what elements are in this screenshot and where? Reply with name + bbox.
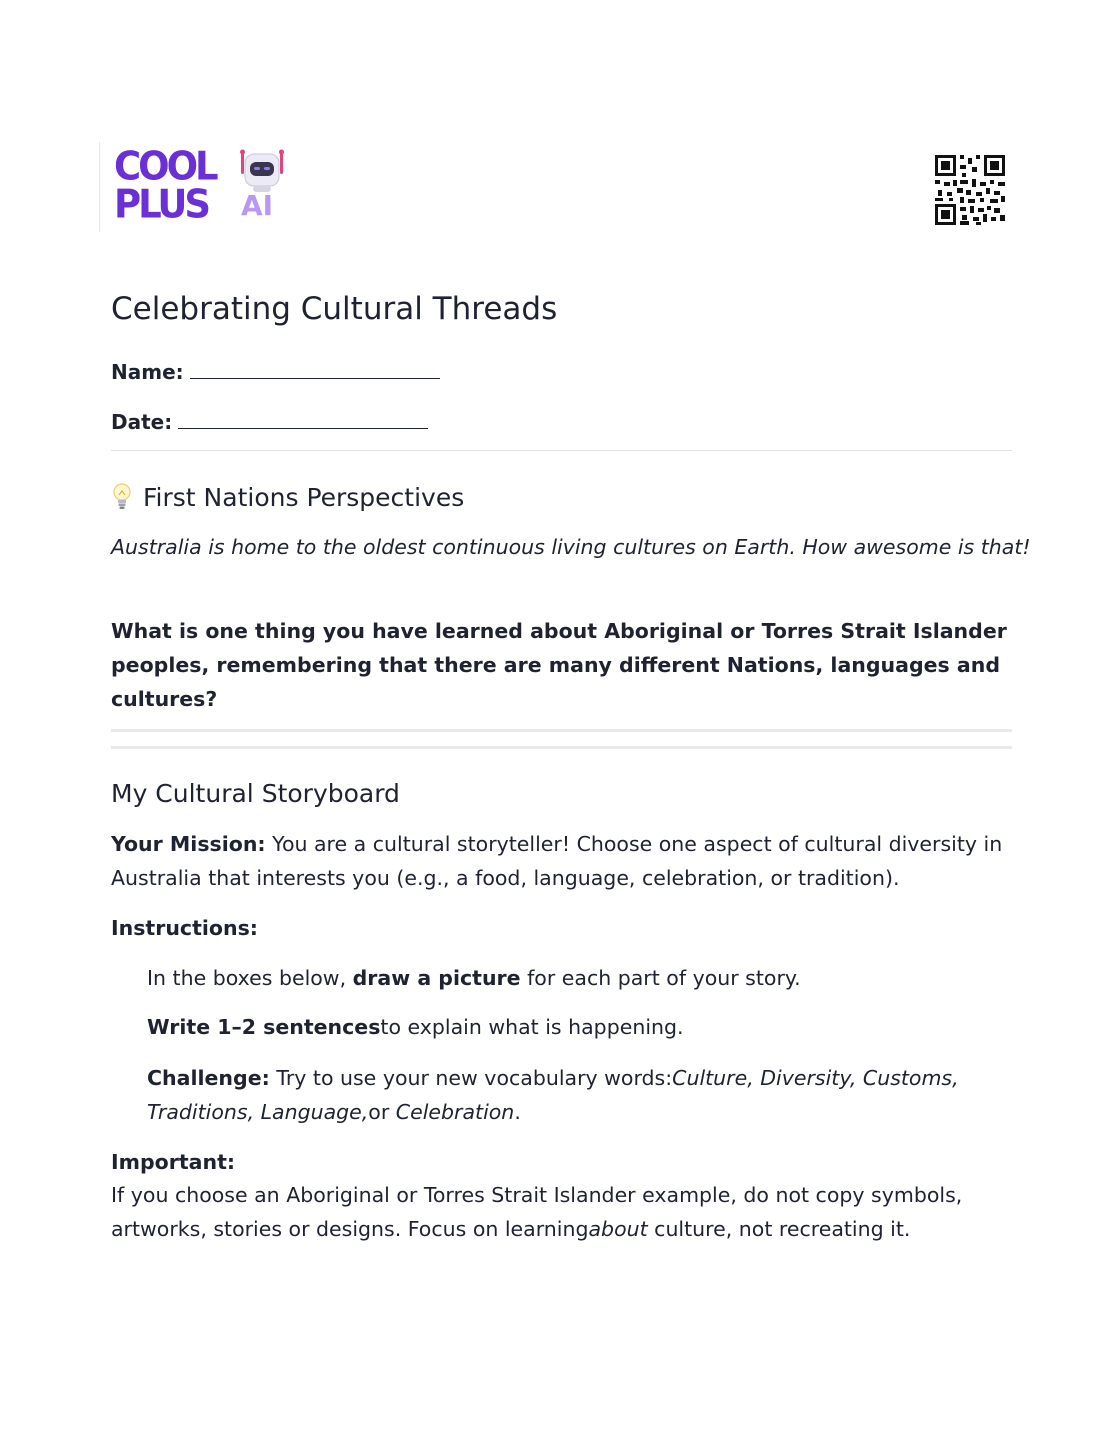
robot-icon [238,148,286,194]
mission-label: Your Mission: [111,832,266,856]
instructions-label: Instructions: [111,916,258,940]
reflection-question: What is one thing you have learned about Aboriginal or Torres Strait Islander peoples, remembering that there are many different Nations, languages and cultures? [111,619,1007,711]
answer-line[interactable] [111,729,1012,732]
intro-text: Australia is home to the oldest continuous living cultures on Earth. How awesome is that! [111,535,1031,559]
qr-code-icon [935,155,1005,225]
worksheet-title: Celebrating Cultural Threads [111,291,558,327]
important-text: culture, not recreating it. [647,1217,911,1241]
date-label: Date: [111,410,173,434]
important-note [111,1178,1031,1246]
instruction-step-write [147,1010,1027,1044]
step-text: to explain what is happening. [380,1015,684,1039]
name-field[interactable] [111,356,440,385]
challenge-text: or [368,1100,396,1124]
vocabulary-words: Culture, Diversity, Customs, Traditions, Language, [147,1066,959,1124]
mission-paragraph [111,827,1031,895]
challenge-text: . [514,1100,521,1124]
name-blank-line[interactable] [190,356,440,379]
section-heading-storyboard: My Cultural Storyboard [111,779,400,808]
mission-text: You are a cultural storyteller! Choose one aspect of cultural diversity in Australia that interests you (e.g., a food, language, celebration, or tradition). [111,832,1003,890]
date-blank-line[interactable] [178,406,428,429]
answer-line[interactable] [111,746,1012,749]
instruction-step-challenge [147,1061,1027,1129]
logo-ai-text: AI [241,189,274,222]
important-text: If you choose an Aboriginal or Torres Strait Islander example, do not copy symbols, artworks, stories or designs. Focus on learning [111,1183,963,1241]
cool-plus-ai-logo [100,142,300,232]
logo-word-cool: COOL [114,143,216,190]
step-emphasis: Write 1–2 sentences [147,1015,381,1039]
challenge-label: Challenge: [147,1066,270,1090]
instruction-step-draw [147,961,1027,995]
step-emphasis: draw a picture [352,966,521,990]
divider [111,450,1012,451]
date-field[interactable] [111,406,428,435]
step-text: In the boxes below, [147,966,353,990]
section-heading-text: First Nations Perspectives [143,483,465,512]
step-text: for each part of your story. [520,966,801,990]
name-label: Name: [111,360,184,384]
logo-word-plus: PLUS [114,181,209,228]
vocabulary-word-last: Celebration [395,1100,515,1124]
lightbulb-icon [111,482,133,512]
section-heading-first-nations [111,482,464,514]
challenge-text: Try to use your new vocabulary words: [269,1066,673,1090]
important-label: Important: [111,1150,236,1174]
important-emphasis: about [588,1217,648,1241]
